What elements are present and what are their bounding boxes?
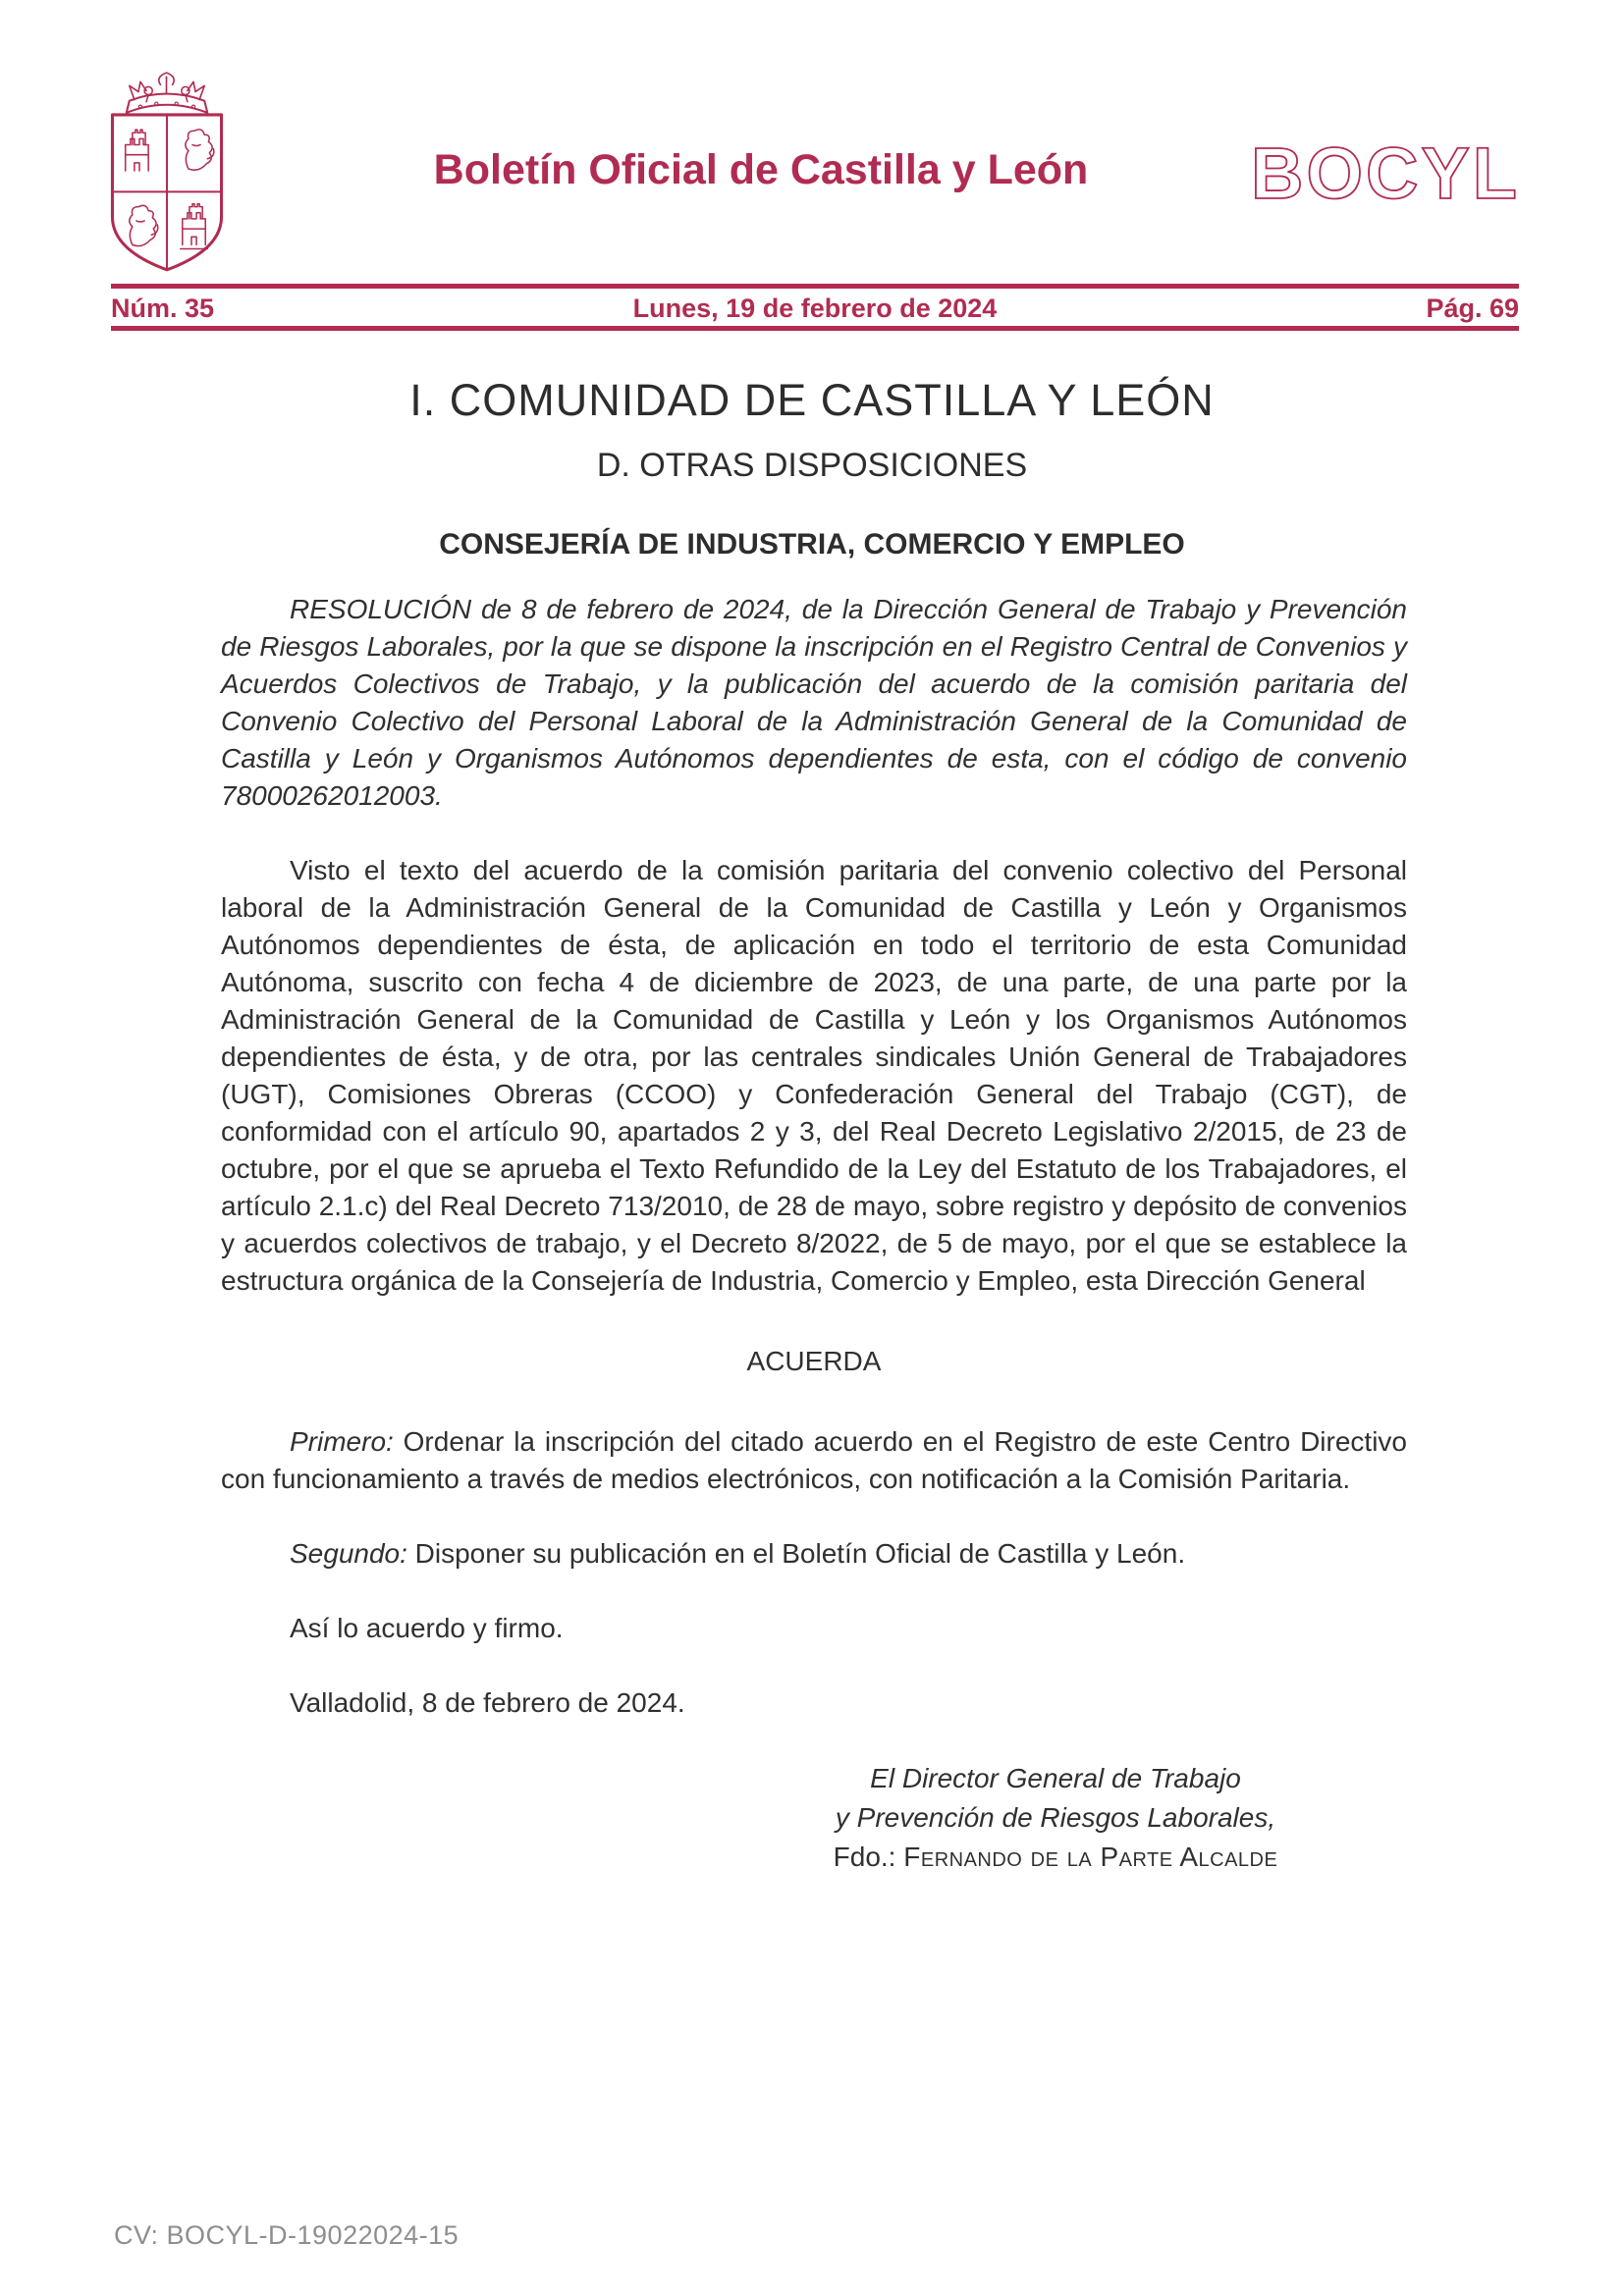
issue-bar [111,293,1519,324]
signature-block [722,1759,1389,1877]
signature-name: Fernando de la Parte Alcalde [903,1842,1278,1872]
resolution-summary-paragraph: RESOLUCIÓN de 8 de febrero de 2024, de la Dirección General de Trabajo y Prevención de Riesgos Laborales, por la que se dispone la inscripción en el Registro Central de Convenios y Acuerdos Colectivos de Trabajo, y la publicación del acuerdo de la comisión paritaria del Convenio Colectivo del Personal Laboral de la Administración General de la Comunidad de Castilla y León y Organismos Autónomos dependientes de esta, con el código de convenio 78000262012003. [221,594,1407,811]
primero-text: Ordenar la inscripción del citado acuerdo en el Registro de este Centro Directivo con funcionamiento a través de medios electrónicos, con notificación a la Comisión Paritaria. [221,1426,1407,1494]
visto-paragraph: Visto el texto del acuerdo de la comisión paritaria del convenio colectivo del Personal laboral de la Administración General de la Comunidad de Castilla y León y Organismos Autónomos dependientes de ésta, de aplicación en todo el territorio de esta Comunidad Autónoma, suscrito con fecha 4 de diciembre de 2023, de una parte, de una parte por la Administración General de la Comunidad de Castilla y León y los Organismos Autónomos dependientes de ésta, y de otra, por las centrales sindicales Unión General de Trabajadores (UGT), Comisiones Obreras (CCOO) y Confederación General del Trabajo (CGT), de conformidad con el artículo 90, apartados 2 y 3, del Real Decreto Legislativo 2/2015, de 23 de octubre, por el que se aprueba el Texto Refundido de la Ley del Estatuto de los Trabajadores, el artículo 2.1.c) del Real Decreto 713/2010, de 28 de mayo, sobre registro y depósito de convenios y acuerdos colectivos de trabajo, y el Decreto 8/2022, de 5 de mayo, por el que se establece la estructura orgánica de la Consejería de Industria, Comercio y Empleo, esta Dirección General [221,855,1407,1296]
primero-paragraph [221,1423,1407,1498]
acuerda-heading: ACUERDA [746,1346,882,1376]
header-rule-top [111,284,1519,289]
document-body [221,591,1407,1877]
segundo-text: Disponer su publicación en el Boletín Oficial de Castilla y León. [406,1538,1186,1569]
section-heading: I. COMUNIDAD DE CASTILLA Y LEÓN [409,375,1215,425]
department-heading: CONSEJERÍA DE INDUSTRIA, COMERCIO Y EMPLEO [439,528,1185,561]
closing-paragraph: Así lo acuerdo y firmo. [290,1613,564,1643]
segundo-paragraph [221,1535,1407,1573]
signature-fdo-prefix: Fdo.: [833,1842,904,1872]
place-date-paragraph: Valladolid, 8 de febrero de 2024. [290,1687,685,1718]
signature-role-line2: y Prevención de Riesgos Laborales, [835,1802,1276,1833]
header-rule-bottom [111,326,1519,331]
cv-footer: CV: BOCYL-D-19022024-15 [114,2220,460,2250]
page-number: Pág. 69 [1426,293,1519,323]
bocyl-logo-text: BOCYL [1251,133,1520,214]
subsection-heading: D. OTRAS DISPOSICIONES [596,447,1028,484]
issue-date: Lunes, 19 de febrero de 2024 [632,293,998,323]
primero-label: Primero: [290,1426,394,1457]
segundo-label: Segundo: [290,1538,407,1569]
bocyl-logo [1235,130,1536,220]
signature-role-line1: El Director General de Trabajo [870,1763,1241,1793]
bulletin-title: Boletín Oficial de Castilla y León [433,146,1089,193]
issue-number: Núm. 35 [111,293,215,323]
signature-name-line [722,1838,1389,1877]
coat-of-arms-icon [104,67,230,277]
